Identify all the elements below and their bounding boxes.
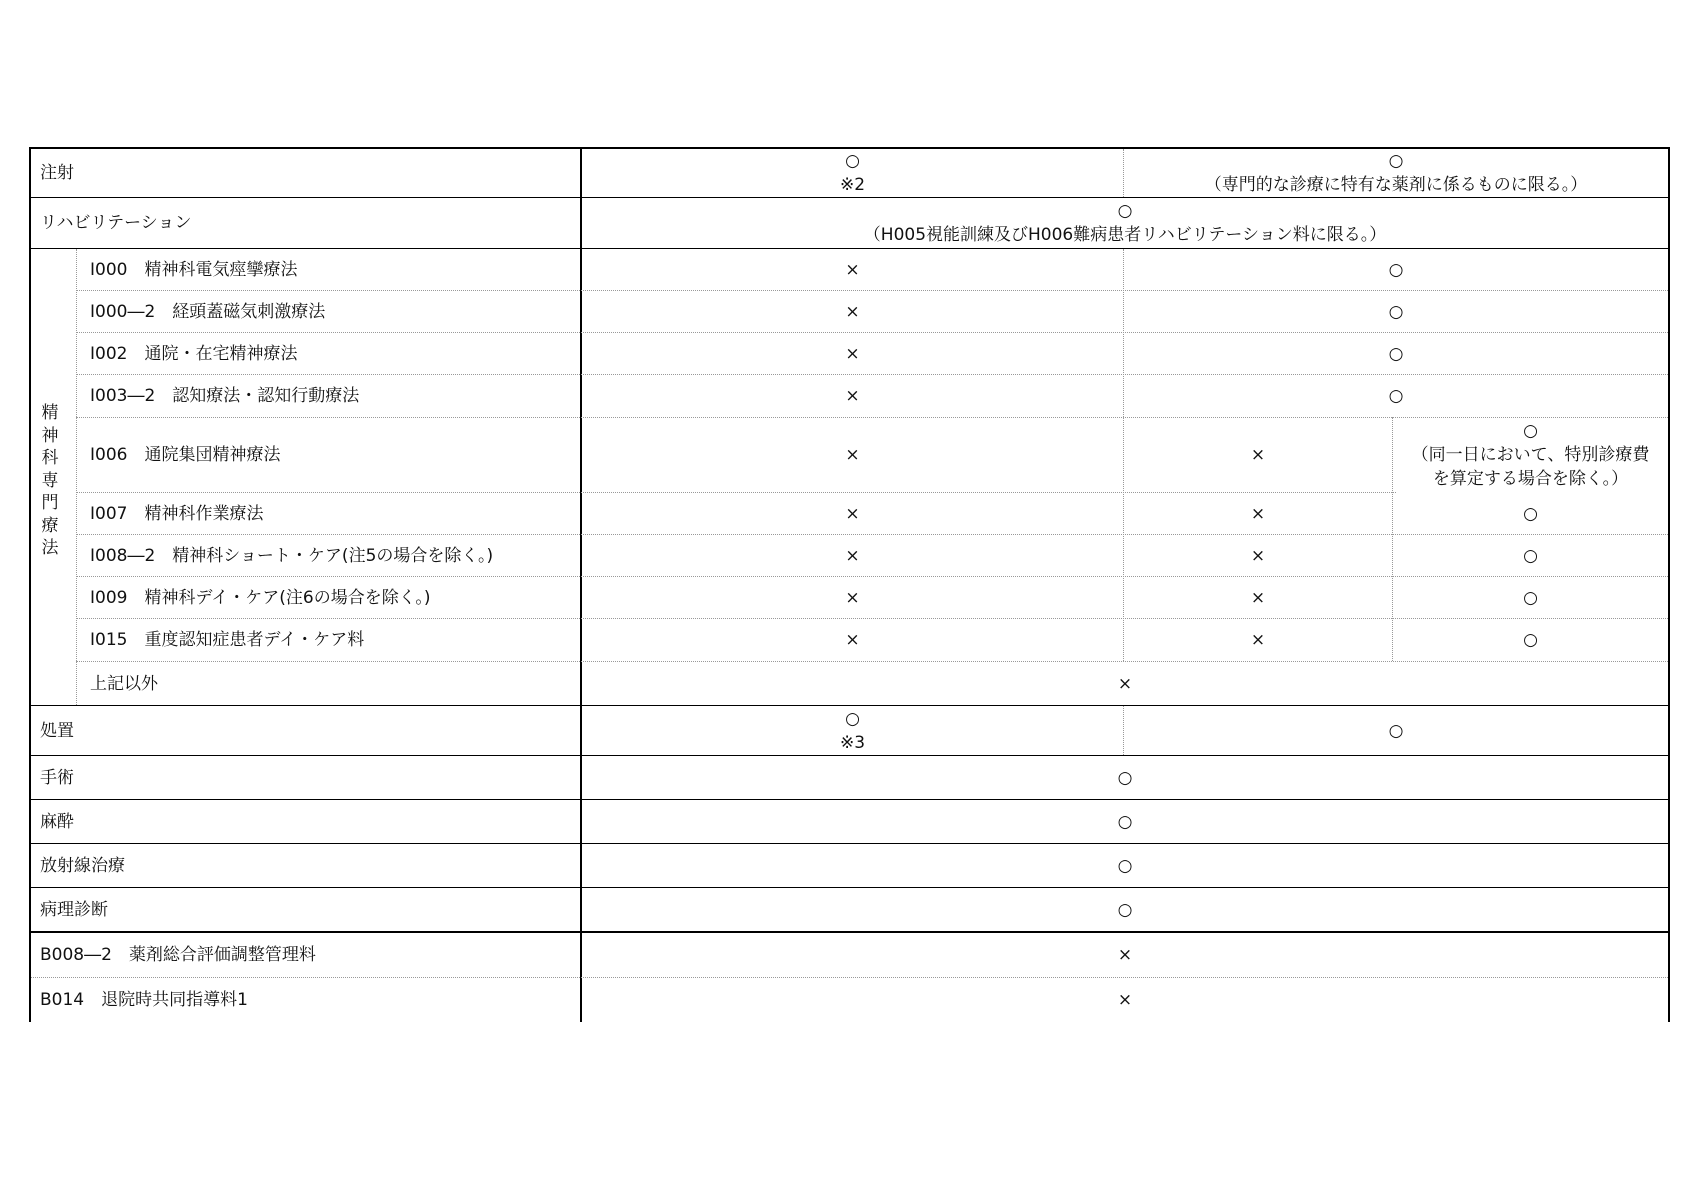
group-label-char: 療 xyxy=(41,515,59,536)
cell-shochi-col1 xyxy=(582,706,1123,755)
circle-mark: ○ xyxy=(1388,259,1404,280)
row-label-shujutsu: 手術 xyxy=(40,767,74,788)
cross-mark: × xyxy=(845,445,860,465)
group-label-char: 専 xyxy=(41,470,59,491)
row-label-I003-2: I003―2 認知療法・認知行動療法 xyxy=(90,386,360,406)
row-label-byori: 病理診断 xyxy=(40,899,108,920)
table-border-right xyxy=(1668,147,1670,1022)
cell-chusha-col2 xyxy=(1124,149,1668,197)
cross-mark: × xyxy=(1250,445,1266,465)
cell-I006-col3 xyxy=(1393,418,1668,492)
note-text: ※3 xyxy=(839,732,866,753)
note-text: を算定する場合を除く。） xyxy=(1432,469,1629,489)
row-label-B014: B014 退院時共同指導料1 xyxy=(40,990,248,1010)
cross-mark: × xyxy=(845,630,860,650)
circle-mark: ○ xyxy=(1117,811,1133,832)
note-text: （H005視能訓練及びH006難病患者リハビリテーション料に限る。） xyxy=(863,225,1387,245)
circle-mark: ○ xyxy=(845,151,860,171)
row-label-hoshasen: 放射線治療 xyxy=(40,855,125,876)
circle-mark: ○ xyxy=(1388,386,1404,406)
group-label-char: 精 xyxy=(41,403,59,423)
row-label-I000-2: I000―2 経頭蓋磁気刺激療法 xyxy=(90,301,326,322)
row-label-I009: I009 精神科デイ・ケア(注6の場合を除く。) xyxy=(90,587,431,608)
circle-mark: ○ xyxy=(1523,545,1538,566)
row-label-I000: I000 精神科電気痙攣療法 xyxy=(90,259,298,280)
row-label-chusha: 注射 xyxy=(40,163,74,183)
row-label-other: 上記以外 xyxy=(90,673,158,694)
cross-mark: × xyxy=(845,259,860,280)
circle-mark: ○ xyxy=(1388,151,1404,171)
cell-chusha-col1 xyxy=(582,149,1123,197)
cross-mark: × xyxy=(845,343,860,364)
cross-mark: × xyxy=(1117,945,1133,965)
row-label-I008-2: I008―2 精神科ショート・ケア(注5の場合を除く。) xyxy=(90,545,494,566)
circle-mark: ○ xyxy=(1523,587,1538,608)
row-label-I002: I002 通院・在宅精神療法 xyxy=(90,343,298,364)
circle-mark: ○ xyxy=(1117,855,1133,876)
row-label-B008-2: B008―2 薬剤総合評価調整管理料 xyxy=(40,945,316,965)
row-label-shochi: 処置 xyxy=(40,720,74,741)
group-label-char: 科 xyxy=(41,448,59,468)
cross-mark: × xyxy=(1250,630,1266,650)
row-label-I015: I015 重度認知症患者デイ・ケア料 xyxy=(90,630,365,650)
group-label-char: 神 xyxy=(41,425,59,446)
circle-mark: ○ xyxy=(1523,503,1538,524)
note-text: （同一日において、特別診療費 xyxy=(1411,445,1650,465)
note-text: （専門的な診療に特有な薬剤に係るものに限る。） xyxy=(1204,175,1588,195)
row-label-masui: 麻酔 xyxy=(40,811,74,832)
table-border-left xyxy=(29,147,31,1022)
cross-mark: × xyxy=(1117,990,1133,1010)
row-label-reha: リハビリテーション xyxy=(40,213,192,233)
circle-mark: ○ xyxy=(1523,630,1538,650)
cross-mark: × xyxy=(1250,545,1266,566)
circle-mark: ○ xyxy=(1117,899,1133,920)
cross-mark: × xyxy=(845,386,860,406)
row-label-I006: I006 通院集団精神療法 xyxy=(90,445,281,465)
note-text: ※2 xyxy=(839,175,866,195)
circle-mark: ○ xyxy=(1523,421,1538,441)
cross-mark: × xyxy=(845,587,860,608)
cell-reha xyxy=(582,198,1668,248)
circle-mark: ○ xyxy=(1117,201,1133,221)
group-label-psychiatric xyxy=(30,405,70,557)
group-label-char: 法 xyxy=(41,538,59,558)
circle-mark: ○ xyxy=(1388,720,1404,741)
cross-mark: × xyxy=(845,503,860,524)
cross-mark: × xyxy=(845,545,860,566)
circle-mark: ○ xyxy=(1117,767,1133,788)
cross-mark: × xyxy=(1117,673,1133,694)
circle-mark: ○ xyxy=(845,708,860,729)
circle-mark: ○ xyxy=(1388,343,1404,364)
row-label-I007: I007 精神科作業療法 xyxy=(90,503,264,524)
cross-mark: × xyxy=(1250,587,1266,608)
dotted-divider xyxy=(76,249,77,705)
cross-mark: × xyxy=(845,301,860,322)
circle-mark: ○ xyxy=(1388,301,1404,322)
group-label-char: 門 xyxy=(41,493,59,513)
cross-mark: × xyxy=(1250,503,1266,524)
